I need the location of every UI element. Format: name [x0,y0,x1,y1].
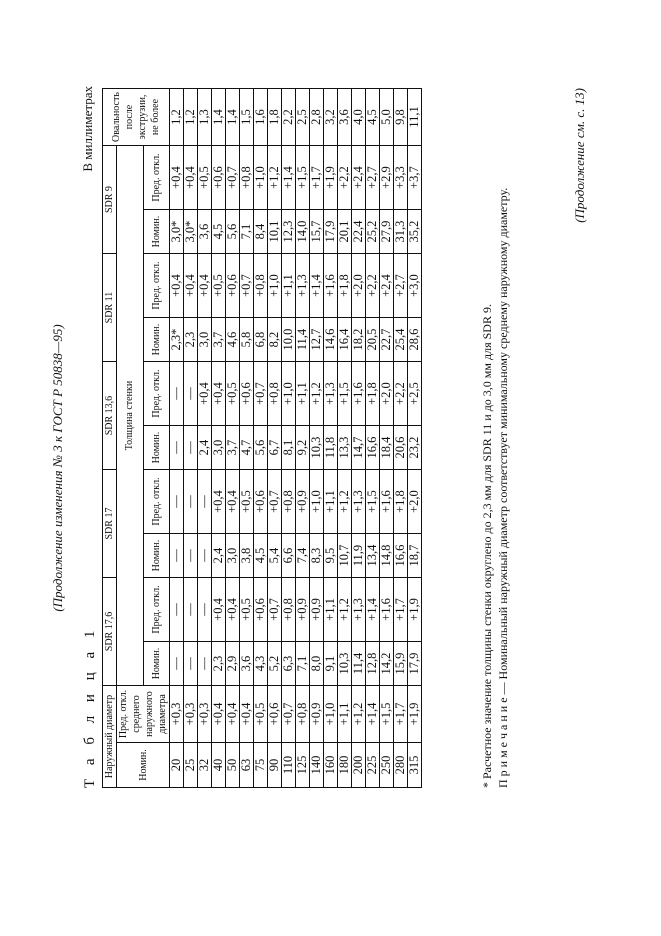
table-cell: 5,4 [268,534,282,578]
table-cell: 22,4 [352,210,366,254]
table-cell: +0,8 [282,578,296,642]
table-cell: 9,1 [324,642,338,686]
table-cell: 280 [394,743,408,788]
table-cell: +3,7 [408,146,422,210]
table-cell: 7,1 [240,210,254,254]
nom-header: Номин. [143,318,170,362]
table-cell: +0,4 [240,686,254,743]
table-cell: +2,2 [394,362,408,426]
table-cell: +0,7 [254,362,268,426]
table-cell: +1,2 [310,362,324,426]
table-cell: +2,0 [408,470,422,534]
table-cell: +2,2 [366,254,380,318]
table-cell: 3,2 [324,89,338,146]
table-cell: 4,0 [352,89,366,146]
table-cell: 90 [268,743,282,788]
table-row [240,89,254,788]
table-cell: +1,0 [254,146,268,210]
nom-header: Номин. [143,426,170,470]
table-row [282,89,296,788]
table-cell: 18,2 [352,318,366,362]
table-cell: 10,3 [338,642,352,686]
table-cell: 8,0 [310,642,324,686]
table-cell: 18,4 [380,426,394,470]
table-cell: 1,8 [268,89,282,146]
table-cell: 28,6 [408,318,422,362]
table-cell: 7,1 [296,642,310,686]
table-cell: 2,3 [212,642,226,686]
table-cell: +0,4 [212,686,226,743]
table-cell: +0,6 [254,578,268,642]
table-cell: 11,8 [324,426,338,470]
table-cell: 14,8 [380,534,394,578]
table-cell: 16,6 [366,426,380,470]
table-cell: 7,4 [296,534,310,578]
table-cell: +1,3 [352,578,366,642]
table-cell: 16,4 [338,318,352,362]
table-cell: 8,3 [310,534,324,578]
table-cell: 75 [254,743,268,788]
table-cell: +1,5 [338,362,352,426]
table-cell: +1,6 [380,470,394,534]
table-cell: 3,0 [198,318,212,362]
table-cell: 1,6 [254,89,268,146]
table-cell: 14,7 [352,426,366,470]
dev-header: Пред. откл. [143,146,170,210]
note-remark [496,88,510,788]
table-cell: +0,4 [184,254,198,318]
note-text: — Номинальный наружный диаметр соответствует минимальному среднему наружному диаметру. [496,187,510,698]
table-cell: +2,5 [408,362,422,426]
table-cell: +1,1 [324,470,338,534]
table-cell: — [170,470,184,534]
table-cell: 3,8 [240,534,254,578]
table-cell: 4,3 [254,642,268,686]
nom-header: Номин. [143,534,170,578]
table-cell: 63 [240,743,254,788]
table-row [226,89,240,788]
table-cell: +0,3 [198,686,212,743]
table-cell: 17,9 [408,642,422,686]
table-cell: +1,3 [296,254,310,318]
table-cell: 1,3 [198,89,212,146]
table-row [338,89,352,788]
table-cell: 9,2 [296,426,310,470]
table-cell: 4,5 [212,210,226,254]
table-cell: 3,6 [338,89,352,146]
table-cell: — [184,470,198,534]
nom-header: Номин. [143,210,170,254]
table-cell: +1,2 [338,578,352,642]
table-cell: 5,8 [240,318,254,362]
table-cell: 12,7 [310,318,324,362]
table-row [268,89,282,788]
table-cell: 4,7 [240,426,254,470]
table-cell: 23,2 [408,426,422,470]
table-cell: 4,5 [254,534,268,578]
table-cell: 35,2 [408,210,422,254]
table-cell: +1,2 [338,470,352,534]
table-cell: +1,7 [310,146,324,210]
table-cell: — [170,534,184,578]
table-cell: 25,2 [366,210,380,254]
table-cell: 9,5 [324,534,338,578]
table-cell: +1,4 [366,686,380,743]
table-cell: 11,4 [352,642,366,686]
table-cell: +0,9 [296,578,310,642]
table-cell: +0,9 [310,578,324,642]
table-cell: +1,2 [352,686,366,743]
table-cell: +0,4 [212,578,226,642]
table-cell: 1,4 [226,89,240,146]
table-cell: +1,0 [310,470,324,534]
table-cell: — [198,642,212,686]
table-cell: +0,5 [254,686,268,743]
table-cell: +1,9 [324,146,338,210]
table-cell: 3,0 [212,426,226,470]
table-row [352,89,366,788]
table-cell: 17,9 [324,210,338,254]
table-cell: +0,7 [240,254,254,318]
table-cell: +0,9 [310,686,324,743]
table-cell: — [198,534,212,578]
table-cell: 3,6 [240,642,254,686]
table-cell: — [184,534,198,578]
table-row [310,89,324,788]
table-cell: 8,1 [282,426,296,470]
sdr-header: SDR 9 [103,146,117,254]
table-cell: 31,3 [394,210,408,254]
table-cell: 3,0* [184,210,198,254]
table-row [198,89,212,788]
sdr-header: SDR 17,6 [103,578,117,686]
table-cell: 18,7 [408,534,422,578]
table-cell: +1,5 [296,146,310,210]
table-cell: +0,6 [254,470,268,534]
table-cell: 20 [170,743,184,788]
table-cell: +0,7 [282,686,296,743]
table-cell: +0,8 [282,470,296,534]
table-cell: 160 [324,743,338,788]
table-row [394,89,408,788]
dev-header: Пред. откл. [143,254,170,318]
table-cell: 8,4 [254,210,268,254]
table-cell: +1,6 [324,254,338,318]
table-cell: 1,5 [240,89,254,146]
nom-header: Номин. [117,743,170,788]
table-cell: +0,8 [240,146,254,210]
table-cell: +1,6 [352,362,366,426]
table-cell: 3,6 [198,210,212,254]
table-cell: +3,3 [394,146,408,210]
table-cell: +2,4 [352,146,366,210]
table-cell: +0,5 [240,578,254,642]
table-cell: +1,1 [338,686,352,743]
table-cell: 15,9 [394,642,408,686]
table-cell: +1,1 [282,254,296,318]
table-cell: 27,9 [380,210,394,254]
table-cell: +2,0 [352,254,366,318]
table-cell: +1,2 [268,146,282,210]
table-cell: +0,7 [268,578,282,642]
table-cell: +0,7 [226,146,240,210]
table-cell: 225 [366,743,380,788]
table-cell: 2,3* [170,318,184,362]
table-cell: 2,2 [282,89,296,146]
table-cell: 2,5 [296,89,310,146]
table-cell: 5,2 [268,642,282,686]
table-cell: 40 [212,743,226,788]
table-cell: +1,8 [394,470,408,534]
table-cell: — [184,578,198,642]
table-cell: +2,7 [366,146,380,210]
table-cell: 16,6 [394,534,408,578]
table-cell: 200 [352,743,366,788]
table-cell: 20,5 [366,318,380,362]
table-row [212,89,226,788]
table-cell: 6,8 [254,318,268,362]
table-cell: 3,0 [226,534,240,578]
table-cell: 9,8 [394,89,408,146]
wall-header: Толщина стенки [117,146,144,686]
table-cell: 10,3 [310,426,324,470]
table-cell: +1,4 [282,146,296,210]
table-cell: +0,4 [170,254,184,318]
table-cell: +0,5 [198,146,212,210]
table-cell: +0,6 [268,686,282,743]
table-cell: 15,7 [310,210,324,254]
table-cell: 14,2 [380,642,394,686]
dev-header: Пред. откл. [143,362,170,426]
table-cell: 1,4 [212,89,226,146]
table-cell: +1,0 [324,686,338,743]
note-label: П р и м е ч а н и е [496,697,510,788]
table-cell: +2,9 [380,146,394,210]
table-cell: 22,7 [380,318,394,362]
table-cell: 25 [184,743,198,788]
table-cell: 2,8 [310,89,324,146]
table-cell: 180 [338,743,352,788]
table-cell: 110 [282,743,296,788]
table-cell: — [184,426,198,470]
rotated-sheet [50,58,610,878]
table-cell: 5,0 [380,89,394,146]
sdr-header: SDR 11 [103,254,117,362]
continuation-note: (Продолжение см. с. 13) [572,88,587,223]
table-cell: 14,0 [296,210,310,254]
table-cell: 3,7 [212,318,226,362]
table-cell: 12,3 [282,210,296,254]
table-label: Т а б л и ц а 1 [82,625,98,788]
table-row [184,89,198,788]
table-cell: +0,4 [226,470,240,534]
running-head: (Продолжение изменения № 3 к ГОСТ Р 50838—95) [50,324,65,612]
table-cell: +2,0 [380,362,394,426]
table-cell: +0,4 [226,686,240,743]
table-cell: +3,0 [408,254,422,318]
table-cell: +1,3 [324,362,338,426]
table-cell: 14,6 [324,318,338,362]
table-cell: 315 [408,743,422,788]
table-cell: 1,2 [184,89,198,146]
table-cell: 13,3 [338,426,352,470]
table-row [170,89,184,788]
table-cell: 6,7 [268,426,282,470]
table-cell: — [198,578,212,642]
table-cell: — [198,470,212,534]
table-cell: +1,1 [324,578,338,642]
table-cell: +1,0 [282,362,296,426]
table-cell: 1,2 [170,89,184,146]
nom-header: Номин. [143,642,170,686]
table-cell: 10,7 [338,534,352,578]
table-cell: +1,5 [366,470,380,534]
table-cell: 10,0 [282,318,296,362]
table-cell: 2,4 [212,534,226,578]
table-cell: 6,6 [282,534,296,578]
sdr-header: SDR 13,6 [103,362,117,470]
ovality-header: Овальность после экструзии, не более [103,89,170,146]
table-cell: +0,5 [212,254,226,318]
table-cell: 11,9 [352,534,366,578]
table-cell: +1,8 [338,254,352,318]
table-cell: 25,4 [394,318,408,362]
table-cell: 13,4 [366,534,380,578]
table-cell: 11,4 [296,318,310,362]
table-cell: — [170,642,184,686]
notes [480,88,512,788]
table-row [254,89,268,788]
table-body [170,89,422,788]
table-cell: +0,5 [226,362,240,426]
table-cell: +0,3 [184,686,198,743]
table-cell: +1,1 [296,362,310,426]
table-cell: +0,9 [296,470,310,534]
table-cell: +2,2 [338,146,352,210]
sdr-header: SDR 17 [103,470,117,578]
note-star: * Расчетное значение толщины стенки округлено до 2,3 мм для SDR 11 и до 3,0 мм для SDR 9. [480,304,494,788]
table-cell: +1,8 [366,362,380,426]
table-cell: +0,8 [254,254,268,318]
table-cell: +0,4 [226,578,240,642]
table-cell: +0,7 [268,470,282,534]
table-cell: 11,1 [408,89,422,146]
table-cell: +1,4 [366,578,380,642]
table-cell: +0,6 [226,254,240,318]
table-cell: 4,6 [226,318,240,362]
table-cell: +0,6 [240,362,254,426]
table-cell: 2,4 [198,426,212,470]
table-cell: 12,8 [366,642,380,686]
data-table [102,88,422,788]
table-row [324,89,338,788]
table-cell: 8,2 [268,318,282,362]
table-cell: +2,7 [394,254,408,318]
table-cell: 140 [310,743,324,788]
table-cell: 20,6 [394,426,408,470]
table-cell: 250 [380,743,394,788]
table-cell: +0,4 [198,362,212,426]
table-cell: +0,5 [240,470,254,534]
table-cell: 3,7 [226,426,240,470]
table-cell: 50 [226,743,240,788]
table-cell: +1,7 [394,578,408,642]
table-cell: +0,3 [170,686,184,743]
table-cell: +0,4 [212,470,226,534]
table-cell: +1,7 [394,686,408,743]
table-cell: +1,9 [408,578,422,642]
table-cell: — [170,426,184,470]
table-cell: 32 [198,743,212,788]
table-cell: 6,3 [282,642,296,686]
table-cell: +0,4 [170,146,184,210]
table-cell: 20,1 [338,210,352,254]
table-cell: 5,6 [254,426,268,470]
table-row [408,89,422,788]
units-label: В миллиметрах [80,86,95,172]
table-cell: 2,3 [184,318,198,362]
table-cell: — [170,362,184,426]
table-cell: — [184,362,198,426]
mean-dev-header: Пред. откл. среднего наружного диаметра [117,686,170,743]
table-cell: 10,1 [268,210,282,254]
dev-header: Пред. откл. [143,470,170,534]
table-cell: 5,6 [226,210,240,254]
outer-diameter-header: Наружный диаметр [103,686,117,788]
table-row [296,89,310,788]
table-cell: +1,9 [408,686,422,743]
table-cell: 2,9 [226,642,240,686]
table-cell: +0,6 [212,146,226,210]
table-cell: +1,4 [310,254,324,318]
table-row [380,89,394,788]
table-cell: +0,4 [198,254,212,318]
table-cell: +0,8 [296,686,310,743]
table-cell: 125 [296,743,310,788]
table-cell: 4,5 [366,89,380,146]
table-cell: — [184,642,198,686]
table-cell: +0,4 [184,146,198,210]
table-cell: — [170,578,184,642]
table-row [366,89,380,788]
table-cell: +0,4 [212,362,226,426]
table-cell: +1,0 [268,254,282,318]
dev-header: Пред. откл. [143,578,170,642]
table-cell: +2,4 [380,254,394,318]
table-cell: +0,8 [268,362,282,426]
table-cell: +1,3 [352,470,366,534]
table-cell: 3,0* [170,210,184,254]
table-cell: +1,5 [380,686,394,743]
table-cell: +1,6 [380,578,394,642]
